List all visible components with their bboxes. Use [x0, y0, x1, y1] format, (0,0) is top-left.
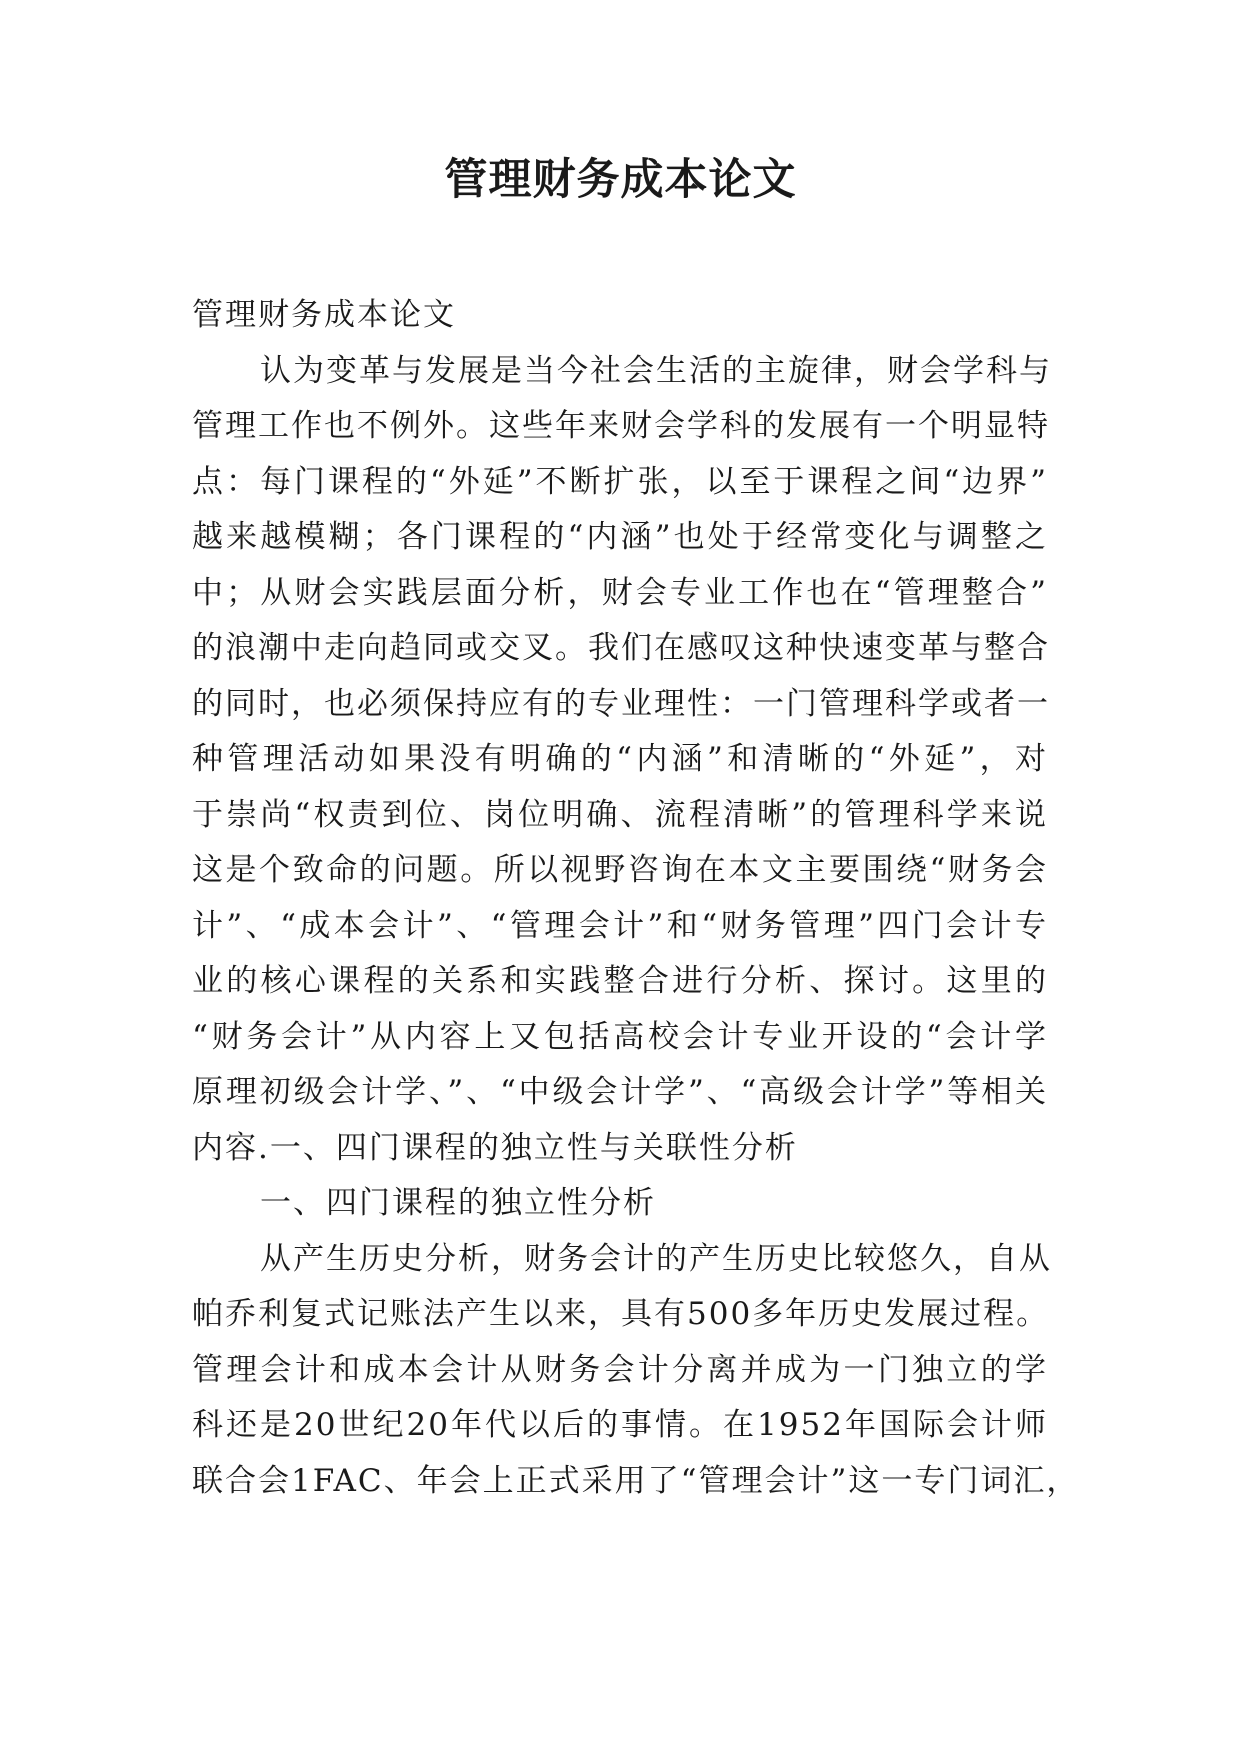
body-line: 的同时，也必须保持应有的专业理性：一门管理科学或者一: [192, 685, 1050, 722]
body-line: 种管理活动如果没有明确的“内涵”和清晰的“外延”，对: [192, 741, 1048, 777]
body-line: 这是个致命的问题。所以视野咨询在本文主要围绕“财务会: [192, 852, 1048, 888]
body-line: 越来越模糊；各门课程的“内涵”也处于经常变化与调整之: [192, 519, 1048, 555]
body-line: 管理财务成本论文: [192, 297, 456, 333]
body-line: 点：每门课程的“外延”不断扩张，以至于课程之间“边界”: [192, 463, 1048, 500]
body-line: 联合会1FAC、年会上正式采用了“管理会计”这一专门词汇，: [192, 1462, 1080, 1499]
body-line: 计”、“成本会计”、“管理会计”和“财务管理”四门会计专: [192, 907, 1048, 944]
body-line: 管理工作也不例外。这些年来财会学科的发展有一个明显特: [192, 408, 1050, 444]
body-line: “财务会计”从内容上又包括高校会计专业开设的“会计学: [192, 1018, 1048, 1055]
body-line: 从产生历史分析，财务会计的产生历史比较悠久，自从: [260, 1240, 1052, 1277]
body-line: 业的核心课程的关系和实践整合进行分析、探讨。这里的: [192, 963, 1048, 999]
body-line: 原理初级会计学、”、“中级会计学”、“高级会计学”等相关: [192, 1074, 1048, 1110]
section-heading: 一、四门课程的独立性分析: [260, 1185, 656, 1221]
document-body: [192, 288, 1080, 1509]
body-line: 于崇尚“权责到位、岗位明确、流程清晰”的管理科学来说: [192, 796, 1048, 833]
body-line: 帕乔利复式记账法产生以来，具有500多年历史发展过程。: [192, 1296, 1050, 1332]
body-line: 的浪潮中走向趋同或交叉。我们在感叹这种快速变革与整合: [192, 630, 1050, 666]
body-line: 科还是20世纪20年代以后的事情。在1952年国际会计师: [192, 1407, 1048, 1443]
body-line: 认为变革与发展是当今社会生活的主旋律，财会学科与: [260, 352, 1052, 389]
body-line: 中；从财会实践层面分析，财会专业工作也在“管理整合”: [192, 574, 1048, 611]
body-line: 内容.一、四门课程的独立性与关联性分析: [192, 1129, 798, 1166]
body-line: 管理会计和成本会计从财务会计分离并成为一门独立的学: [192, 1351, 1048, 1388]
document-title: 管理财务成本论文: [444, 155, 797, 205]
